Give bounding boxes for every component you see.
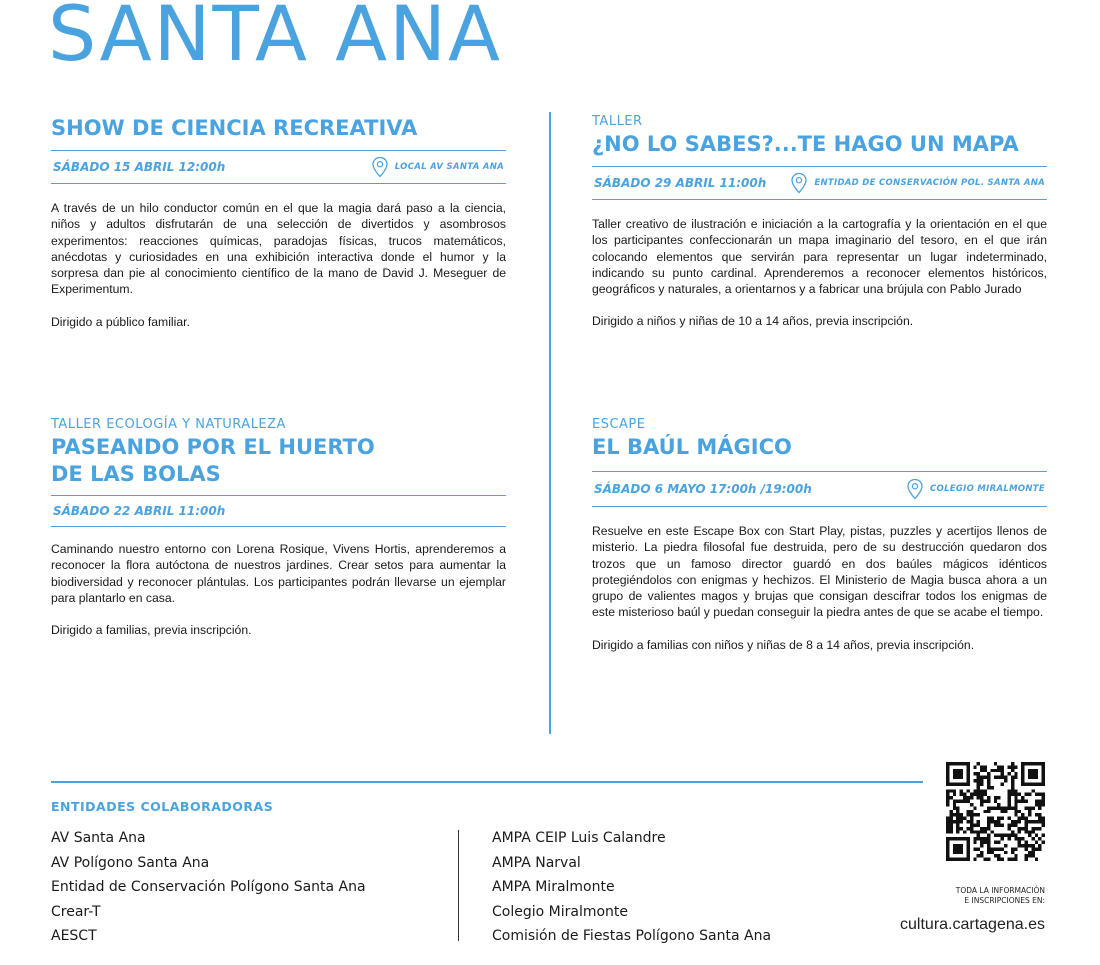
event-description: A través de un hilo conductor común en el que la magia dará paso a la ciencia, niños y adultos disfrutarán de una selección de divertidos y asombrosos experimentos: reacciones químicas, paradojas físicas, trucos matemáticos, anécdotas y curiosidades en una exhibición interactiva donde el humor y la sorpresa dan pie al conocimiento científico de la mano de David J. Meseguer de Experimentum. (51, 201, 506, 297)
event-title: EL BAÚL MÁGICO (592, 435, 792, 459)
divider (592, 506, 1047, 507)
collaborators-list-right (492, 826, 771, 949)
event-audience: Dirigido a familias, previa inscripción. (51, 623, 252, 638)
event-title: ¿NO LO SABES?...TE HAGO UN MAPA (592, 132, 1019, 156)
event-meta (592, 472, 1047, 506)
location-pin-icon (906, 478, 924, 500)
event-location (906, 478, 1045, 500)
location-pin-icon (790, 172, 808, 194)
event-meta (51, 496, 506, 526)
collaborator-item: AMPA Miralmonte (492, 879, 615, 896)
collaborator-item: Entidad de Conservación Polígono Santa Ana (51, 879, 366, 896)
event-show-ciencia (51, 114, 506, 330)
event-kicker: ESCAPE (592, 417, 646, 432)
event-location (790, 172, 1045, 194)
event-title: SHOW DE CIENCIA RECREATIVA (51, 116, 418, 140)
event-kicker: TALLER (592, 114, 643, 129)
event-location-label: LOCAL AV SANTA ANA (394, 162, 504, 172)
collaborator-item: AMPA Narval (492, 854, 581, 871)
event-location-label: COLEGIO MIRALMONTE (930, 484, 1045, 494)
event-title-line: PASEANDO POR EL HUERTO (51, 435, 375, 459)
collaborators-title: ENTIDADES COLABORADORAS (51, 799, 274, 814)
event-location (371, 156, 504, 178)
location-pin-icon (371, 156, 389, 178)
event-date: SÁBADO 15 ABRIL 12:00h (53, 160, 226, 174)
divider (51, 183, 506, 184)
event-kicker: TALLER ECOLOGÍA Y NATURALEZA (51, 417, 286, 432)
collaborator-item: AESCT (51, 928, 97, 945)
event-description: Taller creativo de ilustración e iniciación a la cartografía y la orientación en el que los participantes confeccionarán un mapa imaginario del tesoro, en el que irán colocando elementos que servirán para representar un lugar indeterminado, indicando su punto cardinal. Aprenderemos a reconocer elementos históricos, geográficos y naturales, a orientarnos y a fabricar una brújula con Pablo Jurado (592, 217, 1047, 297)
collaborators-divider (458, 830, 459, 941)
collaborator-item: AMPA CEIP Luis Calandre (492, 830, 666, 846)
page-title: SANTA ANA (48, 0, 502, 78)
collaborator-item: Colegio Miralmonte (492, 903, 629, 920)
website-link[interactable]: cultura.cartagena.es (900, 916, 1045, 933)
event-mapa (592, 114, 1047, 329)
event-date: SÁBADO 22 ABRIL 11:00h (53, 504, 226, 518)
event-meta (592, 167, 1047, 199)
event-audience: Dirigido a niños y niñas de 10 a 14 años, previa inscripción. (592, 314, 914, 329)
divider (592, 199, 1047, 200)
info-label-line: TODA LA INFORMACIÓN (955, 886, 1045, 895)
event-audience: Dirigido a público familiar. (51, 314, 190, 329)
event-meta (51, 151, 506, 183)
divider (51, 526, 506, 527)
event-description: Resuelve en este Escape Box con Start Play, pistas, puzzles y acertijos llenos de misterio. La piedra filosofal fue destruida, pero de su destrucción quedaron dos trozos que un famoso director guardó en dos baúles mágicos idénticos protegiéndolos con enigmas y hechizos. El Ministerio de Magia busca ahora a un grupo de valientes magos y brujas que consigan descifrar todos los enigmas de este misterioso baúl y puedan conseguir la piedra antes de que se acabe el tiempo. (592, 524, 1047, 620)
footer-divider (51, 781, 923, 783)
event-audience: Dirigido a familias con niños y niñas de 8 a 14 años, previa inscripción. (592, 637, 975, 652)
event-location-label: ENTIDAD DE CONSERVACIÓN POL. SANTA ANA (814, 178, 1045, 188)
qr-code-icon[interactable] (946, 762, 1045, 861)
column-divider (549, 112, 551, 734)
collaborators-list-left (51, 826, 366, 949)
collaborator-item: Comisión de Fiestas Polígono Santa Ana (492, 928, 772, 945)
info-label-line: E INSCRIPCIONES EN: (964, 896, 1045, 905)
event-description: Caminando nuestro entorno con Lorena Rosique, Vivens Hortis, aprenderemos a reconocer la flora autóctona de nuestros jardines. Crear setos para aumentar la biodiversidad y reconocer plántulas. Los participantes podrán llevarse un ejemplar para plantarlo en casa. (51, 542, 506, 605)
event-date: SÁBADO 29 ABRIL 11:00h (594, 176, 767, 190)
event-title-line: DE LAS BOLAS (51, 462, 221, 486)
collaborator-item: AV Polígono Santa Ana (51, 854, 210, 871)
event-baul (592, 417, 1047, 653)
event-title (51, 434, 506, 488)
event-date: SÁBADO 6 MAYO 17:00h /19:00h (594, 482, 812, 496)
event-huerto (51, 417, 506, 638)
info-label (905, 886, 1045, 906)
collaborator-item: AV Santa Ana (51, 830, 146, 846)
collaborator-item: Crear-T (51, 903, 101, 920)
